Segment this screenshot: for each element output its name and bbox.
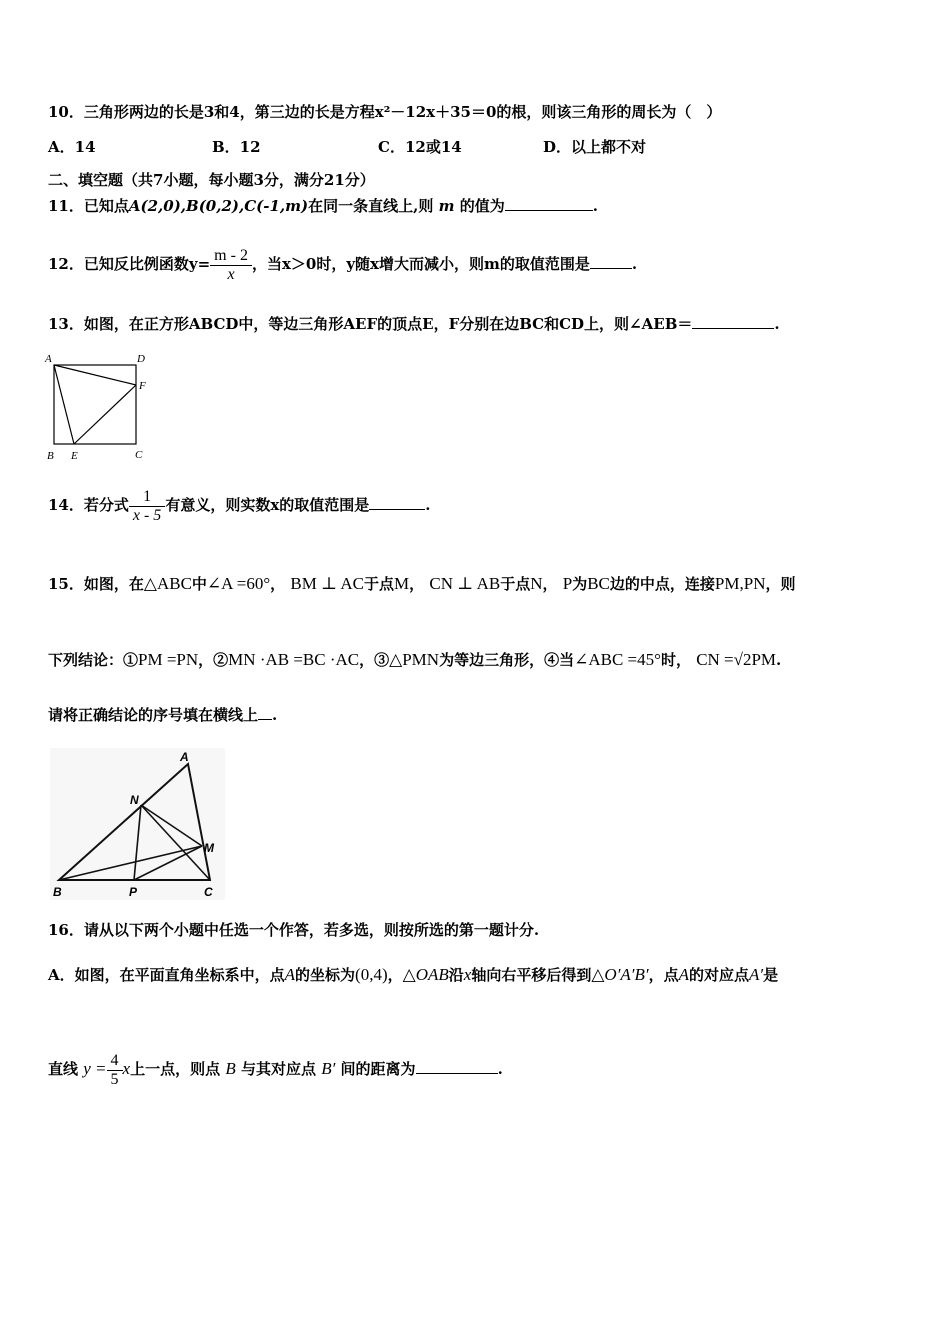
q10-stem: 10．三角形两边的长是3和4，第三边的长是方程x²－12x＋35＝0的根，则该三角形的周长为（ ）: [48, 103, 722, 121]
q11-mid: 在同一条直线上,则: [308, 197, 434, 215]
q13-square-figure: [40, 348, 160, 466]
q16-frac-den: 5: [107, 1070, 123, 1089]
square-abcd: [54, 365, 136, 444]
q16-t6: 沿: [448, 966, 464, 984]
q12: 12．已知反比例函数y= $\frac{m - 2}{x}$ ，当x＞0时，y随x增大而减小，则m的取值范围是 .: [48, 246, 638, 283]
q14-numerator: 1: [143, 487, 152, 505]
q15-triangle-abc: △ABC: [143, 574, 192, 593]
label-b: B: [47, 450, 54, 462]
q14-prefix: 14．若分式: [48, 496, 129, 514]
q16-t14: 是: [763, 966, 779, 984]
q16-fraction: [107, 1052, 123, 1089]
label-d: D: [137, 353, 145, 365]
q15-t4: ，: [270, 575, 286, 593]
q15-angle-a: ∠A =60°: [206, 574, 271, 593]
q14-fraction: [129, 488, 165, 525]
q16-t12: 的对应点: [689, 966, 750, 984]
q12-answer-blank[interactable]: [590, 253, 632, 269]
q15-t16: 边的中点，连接: [609, 575, 715, 593]
q15-conclusion-3: △PMN: [389, 650, 440, 669]
q15-instruction: 请将正确结论的序号填在横线上: [48, 706, 259, 724]
q16-point-b-prime: B′: [321, 1059, 336, 1078]
q16-x-var: x: [122, 1059, 131, 1078]
q16-t4: ，: [387, 966, 403, 984]
q10-option-d: D．以上都不对: [543, 138, 647, 156]
section-heading: 二、填空题（共7小题，每小题3分，满分21分）: [48, 171, 375, 189]
q16-d7: 与其对应点: [240, 1060, 316, 1078]
q16-axis-x: x: [463, 965, 472, 984]
q13-text: 13．如图，在正方形ABCD中，等边三角形AEF的顶点E，F分别在边BC和CD上，则∠AEB＝: [48, 315, 693, 333]
q15-c0: 下列结论：①: [48, 651, 139, 669]
q16-t8: 轴向右平移后得到: [471, 966, 592, 984]
segment-af: [54, 365, 136, 385]
q15-c6: 为等边三角形，④当: [439, 651, 575, 669]
q16-coordinate: (0,4): [355, 965, 388, 984]
q11-points: A(2,0),B(0,2),C(-1,m): [128, 197, 309, 215]
q15-c2: ，②: [198, 651, 229, 669]
q15-line3: 请将正确结论的序号填在横线上 .: [48, 706, 278, 724]
q15-c4: ，③: [359, 651, 390, 669]
q12-prefix: 12．已知反比例函数y=: [48, 255, 211, 273]
q15-t14: 为: [572, 575, 588, 593]
q12-numerator: m - 2: [214, 246, 248, 264]
q12-denominator: x: [210, 265, 252, 284]
q15-bm-perp: BM ⊥ AC: [290, 574, 365, 593]
q15-cn-perp: CN ⊥ AB: [429, 574, 501, 593]
q15-t2: 中: [191, 575, 207, 593]
label-a: A: [45, 353, 52, 365]
q16-triangle-oab: △OAB: [402, 965, 449, 984]
label-c: C: [135, 449, 143, 461]
q15-pm-pn: PM,PN: [714, 574, 766, 593]
label-a: A: [180, 750, 189, 764]
q16-triangle-prime: △O′A′B′: [591, 965, 649, 984]
q11-var: m: [438, 197, 455, 215]
q16-answer-blank[interactable]: [416, 1058, 498, 1074]
q16-point-b: B: [225, 1059, 236, 1078]
q15-line1: [48, 569, 796, 599]
label-n: N: [130, 793, 139, 807]
label-p: P: [129, 885, 138, 899]
q10-option-b: B．12: [212, 138, 261, 156]
q16-point-a-prime: A′: [749, 965, 764, 984]
segment-ef: [74, 385, 136, 444]
q16-frac-num: 4: [110, 1051, 119, 1069]
q16-t0: A．如图，在平面直角坐标系中，点: [48, 966, 285, 984]
q15-point-p: P: [562, 574, 573, 593]
q16-t10: ，点: [648, 966, 679, 984]
q16-point-a-2: A: [678, 965, 690, 984]
label-c: C: [204, 885, 213, 899]
q15-conclusion-4: CN =√2PM: [696, 650, 777, 669]
segment-ae: [54, 365, 74, 444]
q15-t12: ，: [542, 575, 558, 593]
q15-t0: 15．如图，在: [48, 575, 144, 593]
q16-y-eq: y =: [83, 1059, 107, 1078]
q15-line2: [48, 645, 781, 675]
q11-suffix: 的值为: [459, 197, 505, 215]
q14: 14．若分式 $\frac{1}{x - 5}$ 有意义，则实数x的取值范围是 .: [48, 487, 431, 524]
q15-side-bc: BC: [587, 574, 610, 593]
q15-angle-abc: ∠ABC =45°: [574, 650, 661, 669]
q12-suffix: ，当x＞0时，y随x增大而减小，则m的取值范围是: [251, 255, 590, 273]
q16-line3: 直线 y = $\frac{4}{5}$ x上一点，则点 B 与其对应点 B′ 间的距离为 .: [48, 1051, 503, 1088]
q11-prefix: 11．已知点: [48, 197, 129, 215]
q15-t6: 于点: [364, 575, 395, 593]
label-b: B: [53, 885, 62, 899]
q13: 13．如图，在正方形ABCD中，等边三角形AEF的顶点E，F分别在边BC和CD上，则∠AEB＝ .: [48, 315, 780, 333]
q15-conclusion-1: PM =PN: [138, 650, 199, 669]
q15-c10: .: [776, 651, 782, 669]
q13-answer-blank[interactable]: [692, 313, 774, 329]
q14-denominator: x - 5: [129, 506, 165, 525]
q12-fraction: [210, 247, 252, 284]
q15-triangle-figure: [50, 748, 225, 900]
q16-line1: 16．请从以下两个小题中任选一个作答，若多选，则按所选的第一题计分.: [48, 921, 540, 939]
q15-point-n: N: [530, 574, 543, 593]
q14-answer-blank[interactable]: [369, 494, 425, 510]
q16-t2: 的坐标为: [295, 966, 356, 984]
label-e: E: [71, 450, 78, 462]
q11-answer-blank[interactable]: [505, 195, 593, 211]
q15-t18: ，则: [765, 575, 796, 593]
q15-conclusion-2: MN ·AB =BC ·AC: [228, 650, 360, 669]
q14-suffix: 有意义，则实数x的取值范围是: [165, 496, 370, 514]
q16-d0: 直线: [48, 1060, 79, 1078]
q15-t8: ，: [409, 575, 425, 593]
label-m: M: [204, 841, 214, 855]
q16-d5: 上一点，则点: [130, 1060, 221, 1078]
q10-option-a: A．14: [48, 138, 96, 156]
q15-t10: 于点: [500, 575, 531, 593]
q10-option-c: C．12或14: [378, 138, 462, 156]
q11: 11．已知点A(2,0),B(0,2),C(-1,m)在同一条直线上,则 m 的值为 .: [48, 197, 598, 215]
q15-point-m: M: [394, 574, 410, 593]
label-f: F: [139, 380, 146, 392]
q15-c8: 时，: [660, 651, 691, 669]
q16-point-a: A: [284, 965, 296, 984]
q16-line2: [48, 960, 778, 990]
q15-answer-blank[interactable]: [258, 704, 272, 720]
q16-d9: 间的距离为: [340, 1060, 416, 1078]
